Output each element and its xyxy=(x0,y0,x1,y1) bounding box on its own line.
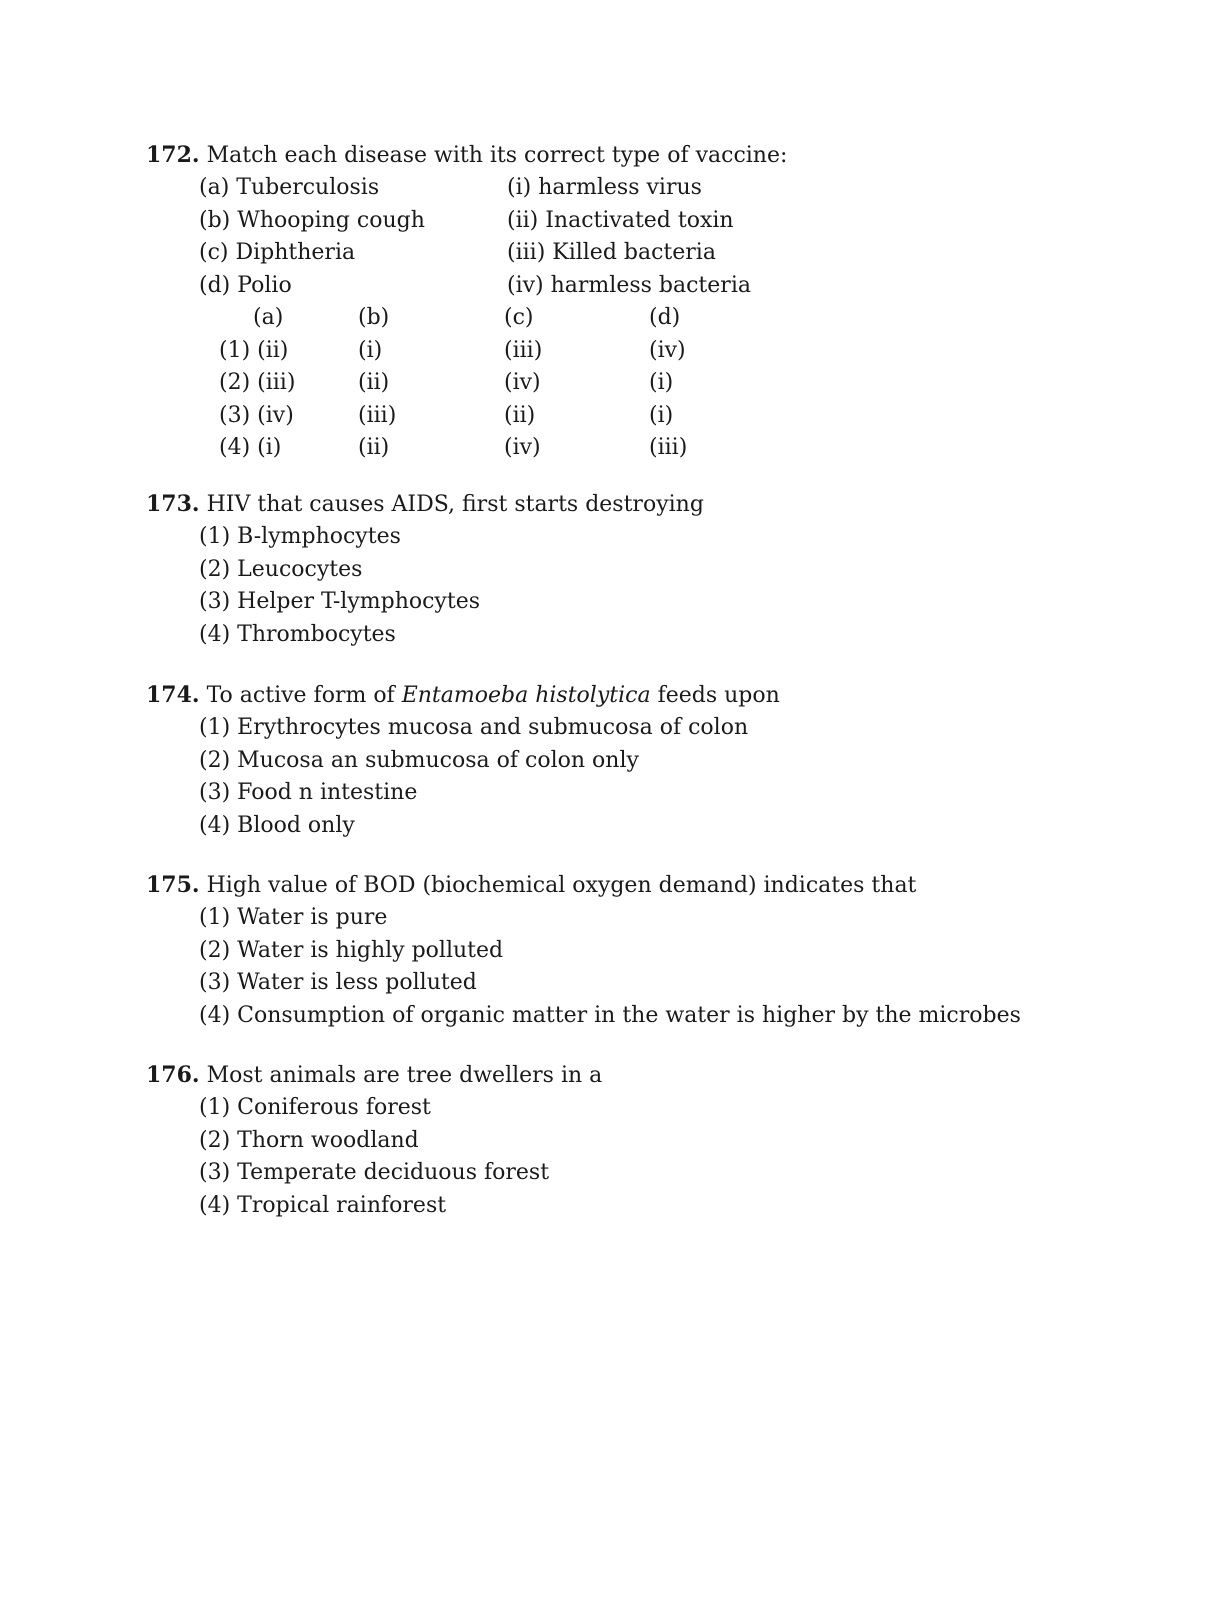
match-row xyxy=(146,270,1146,303)
question-stem xyxy=(146,139,1146,172)
question-text: HIV that causes AIDS, first starts destroying xyxy=(206,492,704,517)
grid-cell: (4) (i) xyxy=(219,435,282,460)
answer-option: (1) Water is pure xyxy=(199,905,388,930)
answer-option: (2) Water is highly polluted xyxy=(199,937,504,963)
answer-option-row xyxy=(146,367,1146,400)
answer-option: (3) Temperate deciduous forest xyxy=(199,1160,550,1185)
grid-cell: (ii) xyxy=(358,435,390,460)
vaccine-item: (i) harmless virus xyxy=(507,175,702,200)
question-number: 172. xyxy=(146,142,200,168)
vaccine-item: (ii) Inactivated toxin xyxy=(507,207,734,233)
answer-option: (1) Erythrocytes mucosa and submucosa of colon xyxy=(199,715,749,740)
answer-option: (3) Helper T-lymphocytes xyxy=(199,589,481,614)
grid-cell: (i) xyxy=(649,402,674,428)
question-text: Match each disease with its correct type of vaccine: xyxy=(206,143,788,168)
grid-cell: (2) (iii) xyxy=(219,370,296,395)
vaccine-item: (iii) Killed bacteria xyxy=(507,240,716,265)
question-text-part: feeds upon xyxy=(650,683,780,708)
grid-cell: (ii) xyxy=(504,402,536,428)
disease-item: (d) Polio xyxy=(199,272,292,298)
answer-option: (4) Blood only xyxy=(199,812,355,838)
grid-cell: (i) xyxy=(358,337,383,363)
answer-grid-header xyxy=(146,302,1146,335)
answer-option: (2) Leucocytes xyxy=(199,556,363,582)
answer-option: (4) Tropical rainforest xyxy=(199,1192,447,1218)
grid-cell: (ii) xyxy=(358,370,390,395)
grid-cell: (1) (ii) xyxy=(219,337,289,363)
question-number: 173. xyxy=(146,491,200,517)
disease-item: (a) Tuberculosis xyxy=(199,175,380,200)
question-172 xyxy=(146,139,1146,465)
grid-cell: (iii) xyxy=(504,337,543,363)
grid-cell: (iii) xyxy=(358,402,397,428)
answer-option: (1) Coniferous forest xyxy=(199,1095,431,1120)
answer-option: (4) Thrombocytes xyxy=(199,621,396,647)
question-text: High value of BOD (biochemical oxygen demand) indicates that xyxy=(206,873,917,898)
grid-header-cell: (c) xyxy=(504,305,534,330)
grid-header-cell: (d) xyxy=(649,305,681,330)
question-176 xyxy=(146,1059,1146,1222)
answer-option: (3) Food n intestine xyxy=(199,780,418,805)
answer-option: (2) Mucosa an submucosa of colon only xyxy=(199,747,639,773)
species-name: Entamoeba histolytica xyxy=(401,683,651,708)
question-175 xyxy=(146,869,1146,1032)
answer-option-row xyxy=(146,335,1146,368)
grid-cell: (iii) xyxy=(649,435,688,460)
vaccine-item: (iv) harmless bacteria xyxy=(507,272,751,298)
disease-item: (b) Whooping cough xyxy=(199,207,425,233)
grid-cell: (iv) xyxy=(504,435,541,460)
question-stem xyxy=(146,488,1146,521)
match-row xyxy=(146,237,1146,270)
question-174 xyxy=(146,679,1146,842)
answer-option: (4) Consumption of organic matter in the water is higher by the microbes xyxy=(199,1002,1021,1028)
question-stem xyxy=(146,869,1146,902)
answer-option: (3) Water is less polluted xyxy=(199,970,477,995)
question-number: 175. xyxy=(146,872,200,898)
disease-item: (c) Diphtheria xyxy=(199,240,356,265)
question-stem xyxy=(146,1059,1146,1092)
grid-cell: (i) xyxy=(649,370,674,395)
match-row xyxy=(146,172,1146,205)
question-text-part: To active form of xyxy=(206,683,402,708)
answer-option: (1) B-lymphocytes xyxy=(199,524,401,549)
answer-option: (2) Thorn woodland xyxy=(199,1127,419,1153)
grid-header-cell: (b) xyxy=(358,305,390,330)
question-text xyxy=(207,683,780,708)
answer-option-row xyxy=(146,400,1146,433)
grid-cell: (3) (iv) xyxy=(219,402,294,428)
answer-option-row xyxy=(146,432,1146,465)
match-row xyxy=(146,205,1146,238)
question-number: 176. xyxy=(146,1062,200,1088)
question-text: Most animals are tree dwellers in a xyxy=(206,1063,603,1088)
question-173 xyxy=(146,488,1146,651)
question-number: 174. xyxy=(146,682,200,708)
grid-cell: (iv) xyxy=(504,370,541,395)
grid-header-cell: (a) xyxy=(253,305,284,330)
question-stem xyxy=(146,679,1146,712)
grid-cell: (iv) xyxy=(649,337,686,363)
